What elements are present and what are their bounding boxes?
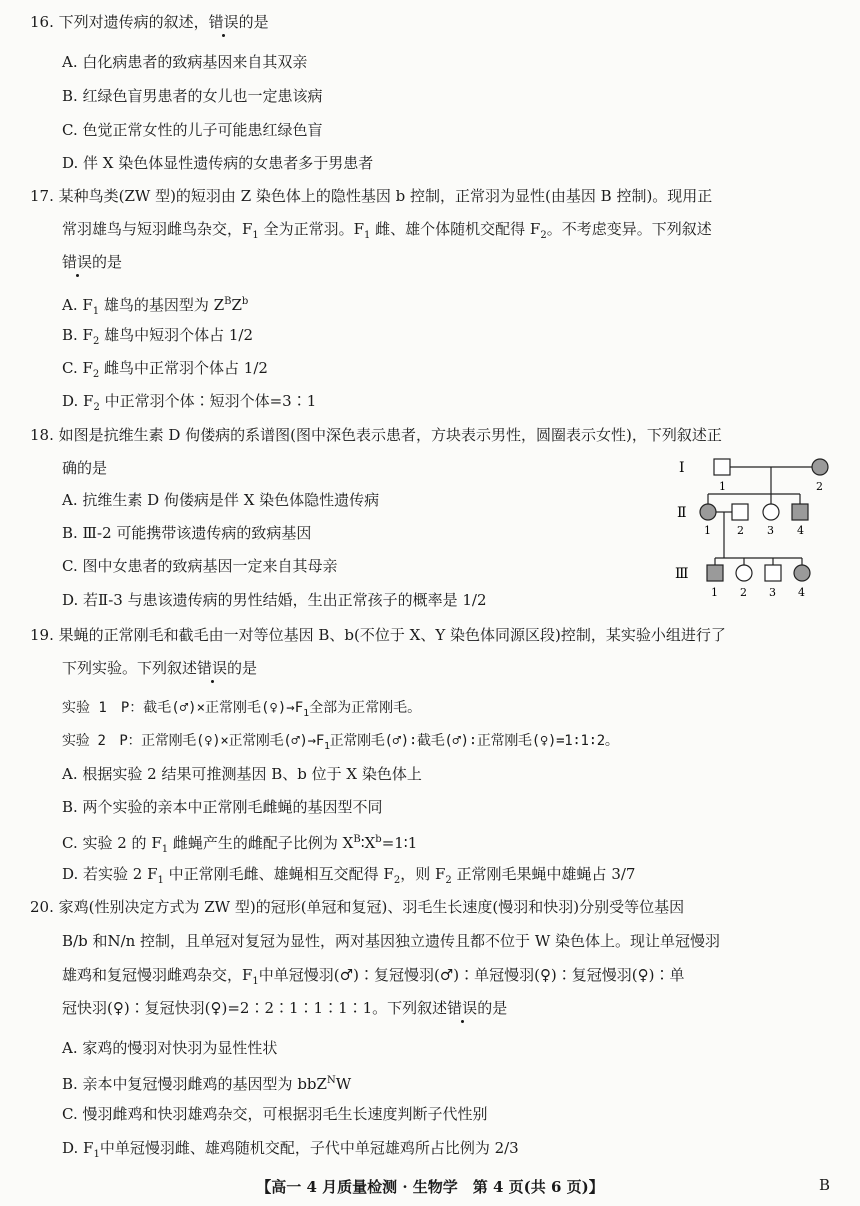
q18-option-b: B. Ⅲ-2 可能携带该遗传病的致病基因	[62, 524, 312, 542]
paper-version-code: B	[818, 1176, 830, 1194]
pedigree-II-1-affected-female	[700, 504, 716, 520]
q17-option-a: A. $F_1$ 雄鸟的基因型为 $Z^BZ^b$	[62, 296, 249, 317]
pedigree-chart	[675, 450, 835, 600]
pedigree-I-2-affected-female	[812, 459, 828, 475]
q20-option-d: D. $F_1$中单冠慢羽雌、雄鸡随机交配，子代中单冠雄鸡所占比例为 2/3	[62, 1139, 519, 1160]
pedigree-I-1-male	[714, 459, 730, 475]
q17-stem-line2: 常羽雄鸟与短羽雌鸟杂交，$F_1$ 全为正常羽。$F_1$ 雌、雄个体随机交配得 $F_2$。不考虑变异。下列叙述	[62, 220, 712, 241]
pedigree-gen-label-3: Ⅲ	[675, 566, 689, 582]
q16-option-a: A. 白化病患者的致病基因来自其双亲	[62, 53, 308, 71]
page-footer: 【高一 4 月质量检测 · 生物学 第 4 页(共 6 页)】	[256, 1178, 604, 1196]
pedigree-II-4-affected-male	[792, 504, 808, 520]
q19-experiment-2: 实验 2 P：正常刚毛(♀)×正常刚毛$(♂)\to F_1$正常刚毛(♂)∶截毛(♂)∶正常刚毛(♀)=1∶1∶2。	[62, 733, 619, 752]
pedigree-num: 2	[816, 480, 823, 493]
pedigree-num: 1	[711, 586, 718, 599]
q19-option-a: A. 根据实验 2 结果可推测基因 B、b 位于 X 染色体上	[62, 765, 422, 783]
pedigree-num: 4	[798, 586, 805, 599]
pedigree-III-3-male	[765, 565, 781, 581]
pedigree-num: 4	[797, 524, 804, 537]
q19-option-c: C. 实验 2 的 $F_1$ 雌蝇产生的雌配子比例为 $X^B∶X^b=1∶1$	[62, 834, 418, 855]
q17-option-c: C. $F_2$ 雌鸟中正常羽个体占 1/2	[62, 359, 268, 380]
pedigree-num: 1	[719, 480, 726, 493]
pedigree-II-2-male	[732, 504, 748, 520]
pedigree-num: 1	[704, 524, 711, 537]
q16-emphasis: 错误	[208, 13, 239, 31]
q17-emphasis: 错误	[62, 253, 93, 271]
pedigree-III-4-affected-female	[794, 565, 810, 581]
q17-option-b: B. $F_2$ 雄鸟中短羽个体占 1/2	[62, 326, 254, 347]
q19-stem-line2: 下列实验。下列叙述错误的是	[62, 659, 258, 677]
q18-option-c: C. 图中女患者的致病基因一定来自其母亲	[62, 557, 338, 575]
q17-stem-line1: 17. 某种鸟类(ZW 型)的短羽由 Z 染色体上的隐性基因 b 控制，正常羽为显性(由基因 B 控制)。现用正	[30, 187, 713, 205]
q19-emphasis: 错误	[197, 659, 228, 677]
q20-stem-line2: B/b 和N/n 控制，且单冠对复冠为显性，两对基因独立遗传且都不位于 W 染色体上。现让单冠慢羽	[62, 932, 721, 950]
q16-option-d: D. 伴 X 染色体显性遗传病的女患者多于男患者	[62, 154, 374, 172]
pedigree-num: 3	[767, 524, 774, 537]
q18-option-d: D. 若Ⅱ-3 与患该遗传病的男性结婚，生出正常孩子的概率是 1/2	[62, 591, 487, 609]
q18-stem-line2: 确的是	[62, 459, 108, 477]
q17-option-d: D. $F_2$ 中正常羽个体∶短羽个体=3∶1	[62, 392, 317, 413]
pedigree-gen-label-2: Ⅱ	[677, 505, 687, 521]
pedigree-II-3-female	[763, 504, 779, 520]
q19-experiment-1: 实验 1 P：截毛(♂)×正常刚毛$(♀)\to F_1$全部为正常刚毛。	[62, 700, 422, 719]
q19-option-b: B. 两个实验的亲本中正常刚毛雌蝇的基因型不同	[62, 798, 383, 816]
q20-stem-line4: 冠快羽(♀)∶复冠快羽(♀)=2∶2∶1∶1∶1∶1。下列叙述错误的是	[62, 999, 508, 1017]
pedigree-num: 2	[740, 586, 747, 599]
q16-option-b: B. 红绿色盲男患者的女儿也一定患该病	[62, 87, 323, 105]
q20-option-a: A. 家鸡的慢羽对快羽为显性性状	[62, 1039, 278, 1057]
pedigree-num: 3	[769, 586, 776, 599]
q20-emphasis: 错误	[447, 999, 478, 1017]
q18-stem-line1: 18. 如图是抗维生素 D 佝偻病的系谱图(图中深色表示患者，方块表示男性，圆圈表示女性)，下列叙述正	[30, 426, 722, 444]
q20-stem-line1: 20. 家鸡(性别决定方式为 ZW 型)的冠形(单冠和复冠)、羽毛生长速度(慢羽和快羽)分别受等位基因	[30, 898, 685, 916]
pedigree-num: 2	[737, 524, 744, 537]
pedigree-III-1-affected-male	[707, 565, 723, 581]
q20-option-b: B. 亲本中复冠慢羽雌鸡的基因型为 bbZ$^N$W	[62, 1075, 352, 1093]
q18-option-a: A. 抗维生素 D 佝偻病是伴 X 染色体隐性遗传病	[62, 491, 380, 509]
pedigree-III-2-female	[736, 565, 752, 581]
q16-stem: 16. 下列对遗传病的叙述，错误的是	[30, 13, 269, 31]
q20-option-c: C. 慢羽雌鸡和快羽雄鸡杂交，可根据羽毛生长速度判断子代性别	[62, 1105, 488, 1123]
q16-option-c: C. 色觉正常女性的儿子可能患红绿色盲	[62, 121, 323, 139]
q19-option-d: D. 若实验 2 $F_1$ 中正常刚毛雌、雄蝇相互交配得 $F_2$，则 $F_2$ 正常刚毛果蝇中雄蝇占 3/7	[62, 865, 636, 886]
pedigree-gen-label-1: Ⅰ	[679, 460, 685, 476]
q17-stem-line3: 错误的是	[62, 253, 123, 271]
q19-stem-line1: 19. 果蝇的正常刚毛和截毛由一对等位基因 B、b(不位于 X、Y 染色体同源区段)控制，某实验小组进行了	[30, 626, 726, 644]
q20-stem-line3: 雄鸡和复冠慢羽雌鸡杂交，$F_1$中单冠慢羽(♂)∶复冠慢羽(♂)∶单冠慢羽(♀)∶复冠慢羽(♀)∶单	[62, 966, 685, 987]
